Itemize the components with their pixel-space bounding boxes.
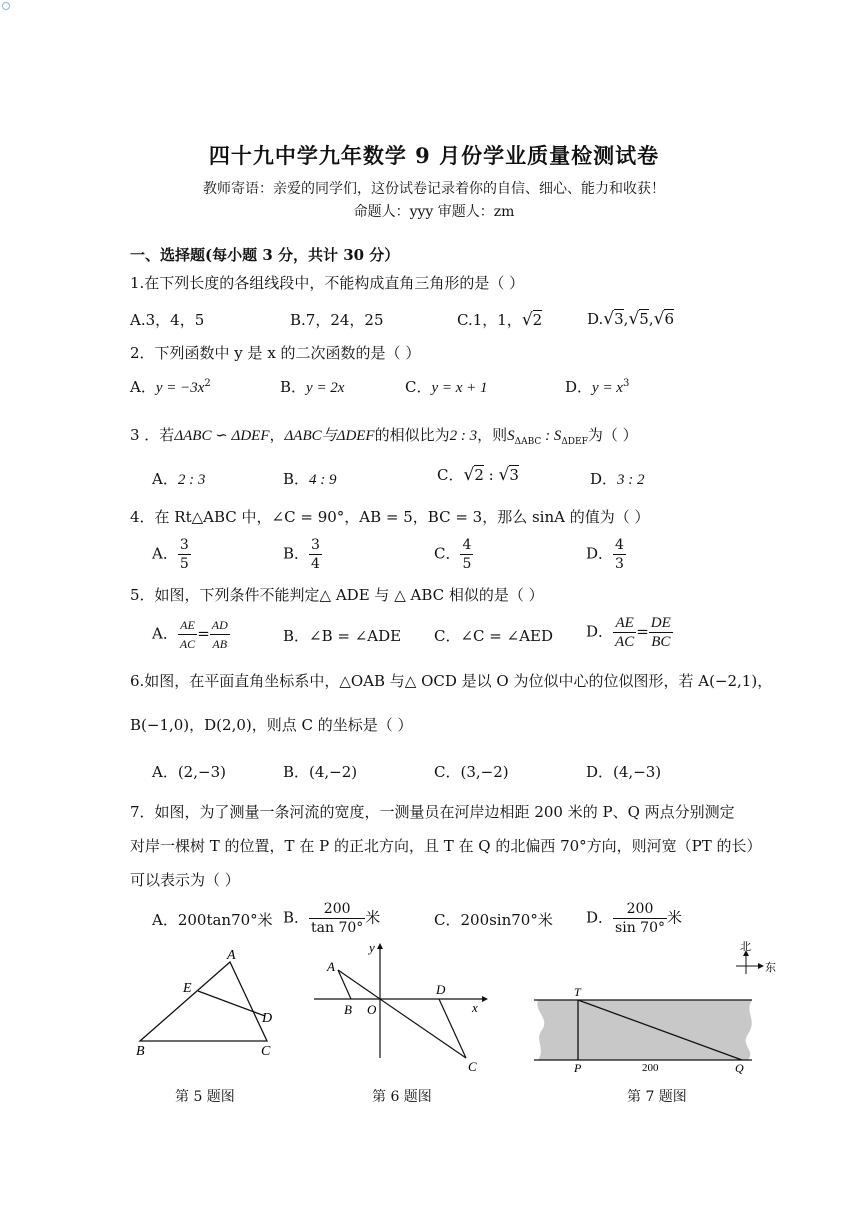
q5-d-num1: AE <box>613 614 636 633</box>
authors: 命题人：yyy 审题人：zm <box>353 204 515 220</box>
fig5-label-e: E <box>183 981 192 996</box>
q4-b-label: B． <box>283 544 310 563</box>
q5-a-den2: AB <box>212 637 228 651</box>
q6-line-2: B(−1,0)，D(2,0)，则点 C 的坐标是（ ） <box>130 716 413 734</box>
fig7-label-distance: 200 <box>642 1062 659 1074</box>
fig6-label-o: O <box>367 1002 377 1017</box>
q3-text-2: ， <box>269 426 285 444</box>
q3-text-4: ，则 <box>477 426 508 444</box>
q4-c-label: C． <box>434 544 461 563</box>
q5-option-d <box>586 614 673 651</box>
q5-a-eq: = <box>197 624 210 643</box>
q4-c-den: 5 <box>462 556 472 572</box>
q7-option-c: C．200sin70°米 <box>434 911 553 929</box>
q3-d-value: 3 : 2 <box>617 472 645 488</box>
q7-d-unit: 米 <box>666 908 682 927</box>
q5-d-den2: BC <box>651 634 671 650</box>
q3-math-1: ΔABC ∽ ΔDEF <box>174 428 270 444</box>
q1-option-c-label: C.1，1， <box>457 311 522 329</box>
q7-b-label: B． <box>283 908 310 927</box>
q7-b-num: 200 <box>309 900 365 919</box>
q4-d-den: 3 <box>615 556 624 572</box>
q3-stem <box>130 424 638 447</box>
q1-d-radicand-1: 3 <box>614 310 624 328</box>
q1-option-d-label: D. <box>587 310 604 328</box>
q7-b-unit: 米 <box>365 908 381 927</box>
q3-option-c: C．√2 : √3 <box>437 465 519 485</box>
section-heading: 一、选择题(每小题 3 分，共计 30 分） <box>130 246 400 264</box>
fig5-label-d: D <box>262 1011 273 1026</box>
q3-math-2: ΔABC与ΔDEF <box>284 428 375 444</box>
q7-d-den: sin 70° <box>615 920 665 936</box>
q5-d-num2: DE <box>650 615 671 631</box>
fig5-segment-ed <box>198 991 265 1016</box>
q6-option-b: B．(4,−2) <box>283 763 358 781</box>
q5-a-label: A． <box>152 624 178 643</box>
q1-d-radicand-3: 6 <box>664 310 674 328</box>
fig7-label-q: Q <box>735 1061 744 1075</box>
q4-option-a <box>152 536 191 573</box>
q5-a-num1: AE <box>178 616 197 635</box>
exam-title: 四十九中学九年数学 9 月份学业质量检测试卷 <box>208 143 660 168</box>
q4-a-label: A． <box>152 544 178 563</box>
q2-option-d <box>565 376 629 397</box>
q5-a-num2: AD <box>210 616 230 635</box>
q1-option-d: D.√3,√5,√6 <box>587 309 674 329</box>
q1-d-radicand-2: 5 <box>639 310 649 328</box>
q5-option-b: B．∠B = ∠ADE <box>283 627 402 645</box>
q6-option-d: D．(4,−3) <box>586 763 662 781</box>
q2-c-label: C． <box>405 378 432 396</box>
q3-c-radicand-1: 2 <box>474 466 484 484</box>
fig7-label-t: T <box>574 985 581 999</box>
q2-c-expr: y = x + 1 <box>431 380 488 396</box>
fig7-east-arrow-icon <box>758 963 764 969</box>
q3-area-s2-sub: ΔDEF <box>561 437 588 447</box>
fig6-label-x: x <box>472 1000 478 1015</box>
q2-b-expr: y = 2x <box>306 380 345 396</box>
fig6-label-a: A <box>327 959 335 974</box>
q4-a-num: 3 <box>179 537 189 553</box>
q6-line-1: 6.如图，在平面直角坐标系中，△OAB 与△ OCD 是以 O 为位似中心的位似图形，若 A(−2,1)， <box>130 672 773 690</box>
q7-d-num: 200 <box>613 900 667 919</box>
fig5-triangle-abc <box>140 962 267 1041</box>
q7-line-1: 7．如图，为了测量一条河流的宽度，一测量员在河岸边相距 200 米的 P、Q 两点分别测定 <box>130 803 735 821</box>
fig7-caption: 第 7 题图 <box>627 1089 687 1105</box>
q6-option-a: A．(2,−3) <box>152 763 226 781</box>
fig5-caption: 第 5 题图 <box>175 1089 235 1105</box>
fig7-river <box>537 1000 752 1060</box>
q5-d-eq: = <box>636 622 649 641</box>
fig7-label-p: P <box>574 1061 582 1075</box>
q2-a-label: A． <box>130 378 156 396</box>
q7-d-label: D． <box>586 908 614 927</box>
q3-area-s1: S <box>507 428 515 444</box>
q4-b-den: 4 <box>311 556 320 572</box>
q7-option-d <box>586 900 682 937</box>
q3-area-s1-sub: ΔABC <box>514 437 542 447</box>
q3-c-radicand-2: 3 <box>509 466 519 484</box>
figure-6 <box>310 940 490 1075</box>
q2-d-exponent: 3 <box>622 378 630 389</box>
q3-c-label: C． <box>437 466 464 484</box>
q4-option-c <box>434 536 473 573</box>
q2-option-a <box>130 376 211 397</box>
q1-option-b: B.7，24，25 <box>290 311 384 329</box>
q7-line-2: 对岸一棵树 T 的位置，T 在 P 的正北方向，且 T 在 Q 的北偏西 70°方向，则河宽（PT 的长） <box>130 837 762 855</box>
fig5-label-c: C <box>261 1044 271 1059</box>
q1-option-c-radicand: 2 <box>532 311 543 329</box>
q3-d-label: D． <box>590 470 618 488</box>
q3-a-label: A． <box>152 470 178 488</box>
q3-text-5: 为（ ） <box>587 426 638 444</box>
q3-text-3: 的相似比为 <box>374 426 450 444</box>
q3-b-value: 4 : 9 <box>309 472 337 488</box>
q3-text-1: 3 ．若 <box>130 426 175 444</box>
q2-a-exponent: 2 <box>204 378 211 389</box>
fig6-caption: 第 6 题图 <box>372 1089 432 1105</box>
q2-a-expr: y = −3x <box>155 380 205 396</box>
q5-option-a <box>152 616 230 653</box>
figure-5 <box>130 945 290 1065</box>
q1-option-c: C.1，1，√2 <box>457 310 543 330</box>
fig6-label-b: B <box>344 1002 352 1017</box>
q3-c-colon: : <box>483 466 499 484</box>
page-corner-mark <box>2 2 10 10</box>
q3-b-label: B． <box>283 470 310 488</box>
q1-option-a: A.3，4，5 <box>130 311 205 329</box>
q7-b-den: tan 70° <box>311 920 364 936</box>
fig6-x-arrow-icon <box>482 996 488 1002</box>
q7-option-b <box>283 900 380 937</box>
fig7-label-east: 东 <box>765 962 776 974</box>
q4-d-label: D． <box>586 544 614 563</box>
fig6-label-y: y <box>369 940 375 955</box>
q1-stem: 1.在下列长度的各组线段中，不能构成直角三角形的是（ ） <box>130 274 525 292</box>
q7-line-3: 可以表示为（ ） <box>130 871 240 889</box>
q4-c-num: 4 <box>462 537 472 553</box>
q4-option-b <box>283 536 322 573</box>
fig5-label-b: B <box>136 1044 145 1059</box>
q4-option-d <box>586 536 626 573</box>
q3-option-a <box>152 468 205 489</box>
q2-d-expr: y = x <box>592 380 623 396</box>
fig7-label-north: 北 <box>740 941 751 953</box>
q5-d-label: D． <box>586 622 614 641</box>
q3-option-b <box>283 468 337 489</box>
q2-option-c <box>405 376 488 397</box>
fig6-label-c: C <box>468 1059 477 1074</box>
q4-stem: 4．在 Rt△ABC 中，∠C = 90°，AB = 5，BC = 3，那么 sinA 的值为（ ） <box>130 508 650 526</box>
q2-option-b <box>280 376 344 397</box>
q2-stem: 2．下列函数中 y 是 x 的二次函数的是（ ） <box>130 344 421 362</box>
teacher-message: 教师寄语：亲爱的同学们，这份试卷记录着你的自信、细心、能力和收获！ <box>203 181 665 197</box>
q4-a-den: 5 <box>179 556 189 572</box>
q5-d-den1: AC <box>615 634 635 650</box>
q5-stem: 5．如图，下列条件不能判定△ ADE 与 △ ABC 相似的是（ ） <box>130 586 544 604</box>
fig6-y-arrow-icon <box>377 943 383 949</box>
q3-area-s2: : S <box>541 428 562 444</box>
q5-a-den1: AC <box>179 637 196 651</box>
q2-d-label: D． <box>565 378 593 396</box>
q7-option-a: A．200tan70°米 <box>152 911 273 929</box>
q3-ratio: 2 : 3 <box>449 428 478 444</box>
q3-option-d <box>590 468 645 489</box>
q4-d-num: 4 <box>615 537 624 553</box>
fig6-label-d: D <box>436 982 446 997</box>
fig5-label-a: A <box>227 948 236 963</box>
q6-option-c: C．(3,−2) <box>434 763 509 781</box>
q4-b-num: 3 <box>311 537 320 553</box>
q5-option-c: C．∠C = ∠AED <box>434 627 554 645</box>
figure-7 <box>530 938 780 1078</box>
q3-a-value: 2 : 3 <box>177 472 206 488</box>
q2-b-label: B． <box>280 378 307 396</box>
